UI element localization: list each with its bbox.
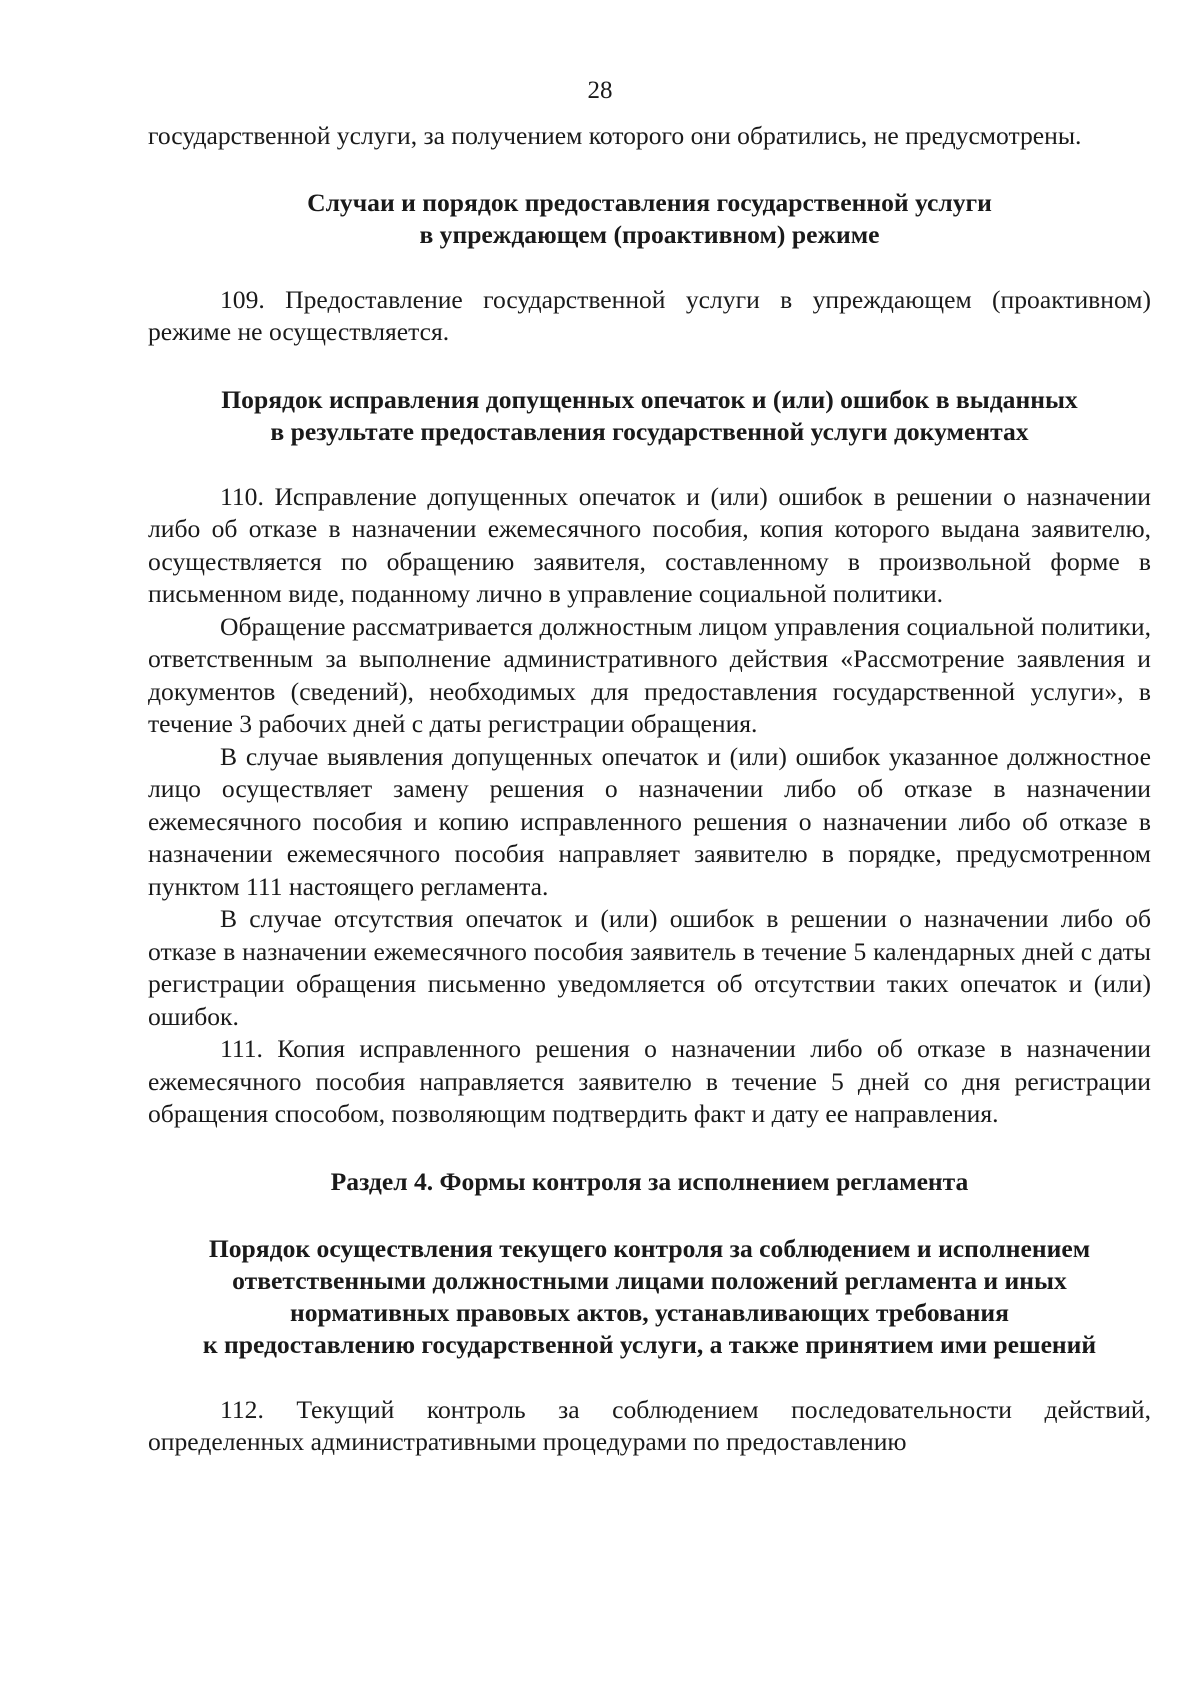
heading-line: нормативных правовых актов, устанавливающих требования [290,1297,1009,1327]
section-4-title: Раздел 4. Формы контроля за исполнением регламента [330,1166,969,1196]
heading-line: ответственными должностными лицами положений регламента и иных [232,1265,1067,1295]
heading-line: в результате предоставления государственной услуги документах [270,416,1029,446]
paragraph-continuation: государственной услуги, за получением которого они обратились, не предусмотрены. [148,121,1082,150]
paragraph-110-errors-absent: В случае отсутствия опечаток и (или) ошибок в решении о назначении либо об отказе в назначении ежемесячного пособия заявитель в течение 5 календарных дней с даты регистрации обращения письменно уведомляется об отсутствии таких опечаток и (или) ошибок. [148,904,1151,1031]
heading-proactive-mode [148,187,1151,251]
paragraph-109: 109. Предоставление государственной услуги в упреждающем (проактивном) режиме не осуществляется. [148,284,1151,346]
heading-corrections [148,384,1151,448]
heading-line: Порядок исправления допущенных опечаток и (или) ошибок в выданных [221,384,1078,414]
document-body [148,120,1151,1459]
paragraph-110-review: Обращение рассматривается должностным лицом управления социальной политики, ответственным за выполнение административного действия «Рассмотрение заявления и документов (сведений), необходимых для предоставления государственной услуги», в течение 3 рабочих дней с даты регистрации обращения. [148,611,1151,738]
paragraph-111: 111. Копия исправленного решения о назначении либо об отказе в назначении ежемесячного пособия направляется заявителю в течение 5 дней со дня регистрации обращения способом, позволяющим подтвердить факт и дату ее направления. [148,1034,1151,1128]
heading-line: к предоставлению государственной услуги, а также принятием ими решений [202,1329,1097,1359]
heading-line: Порядок осуществления текущего контроля за соблюдением и исполнением [208,1233,1091,1263]
heading-current-control [148,1233,1151,1361]
paragraph-110-errors-found: В случае выявления допущенных опечаток и (или) ошибок указанное должностное лицо осуществляет замену решения о назначении либо об отказе в назначении ежемесячного пособия и копию исправленного решения о назначении либо об отказе в назначении ежемесячного пособия направляет заявителю в порядке, предусмотренном пунктом 111 настоящего регламента. [148,741,1151,901]
heading-line: в упреждающем (проактивном) режиме [419,219,880,249]
paragraph-112: 112. Текущий контроль за соблюдением последовательности действий, определенных административными процедурами по предоставлению [148,1394,1151,1456]
heading-line: Случаи и порядок предоставления государственной услуги [307,187,992,217]
page-number: 28 [587,77,613,104]
paragraph-110: 110. Исправление допущенных опечаток и (или) ошибок в решении о назначении либо об отказе в назначении ежемесячного пособия, копия которого выдана заявителю, осуществляется по обращению заявителя, составленному в произвольной форме в письменном виде, поданному лично в управление социальной политики. [148,481,1151,608]
